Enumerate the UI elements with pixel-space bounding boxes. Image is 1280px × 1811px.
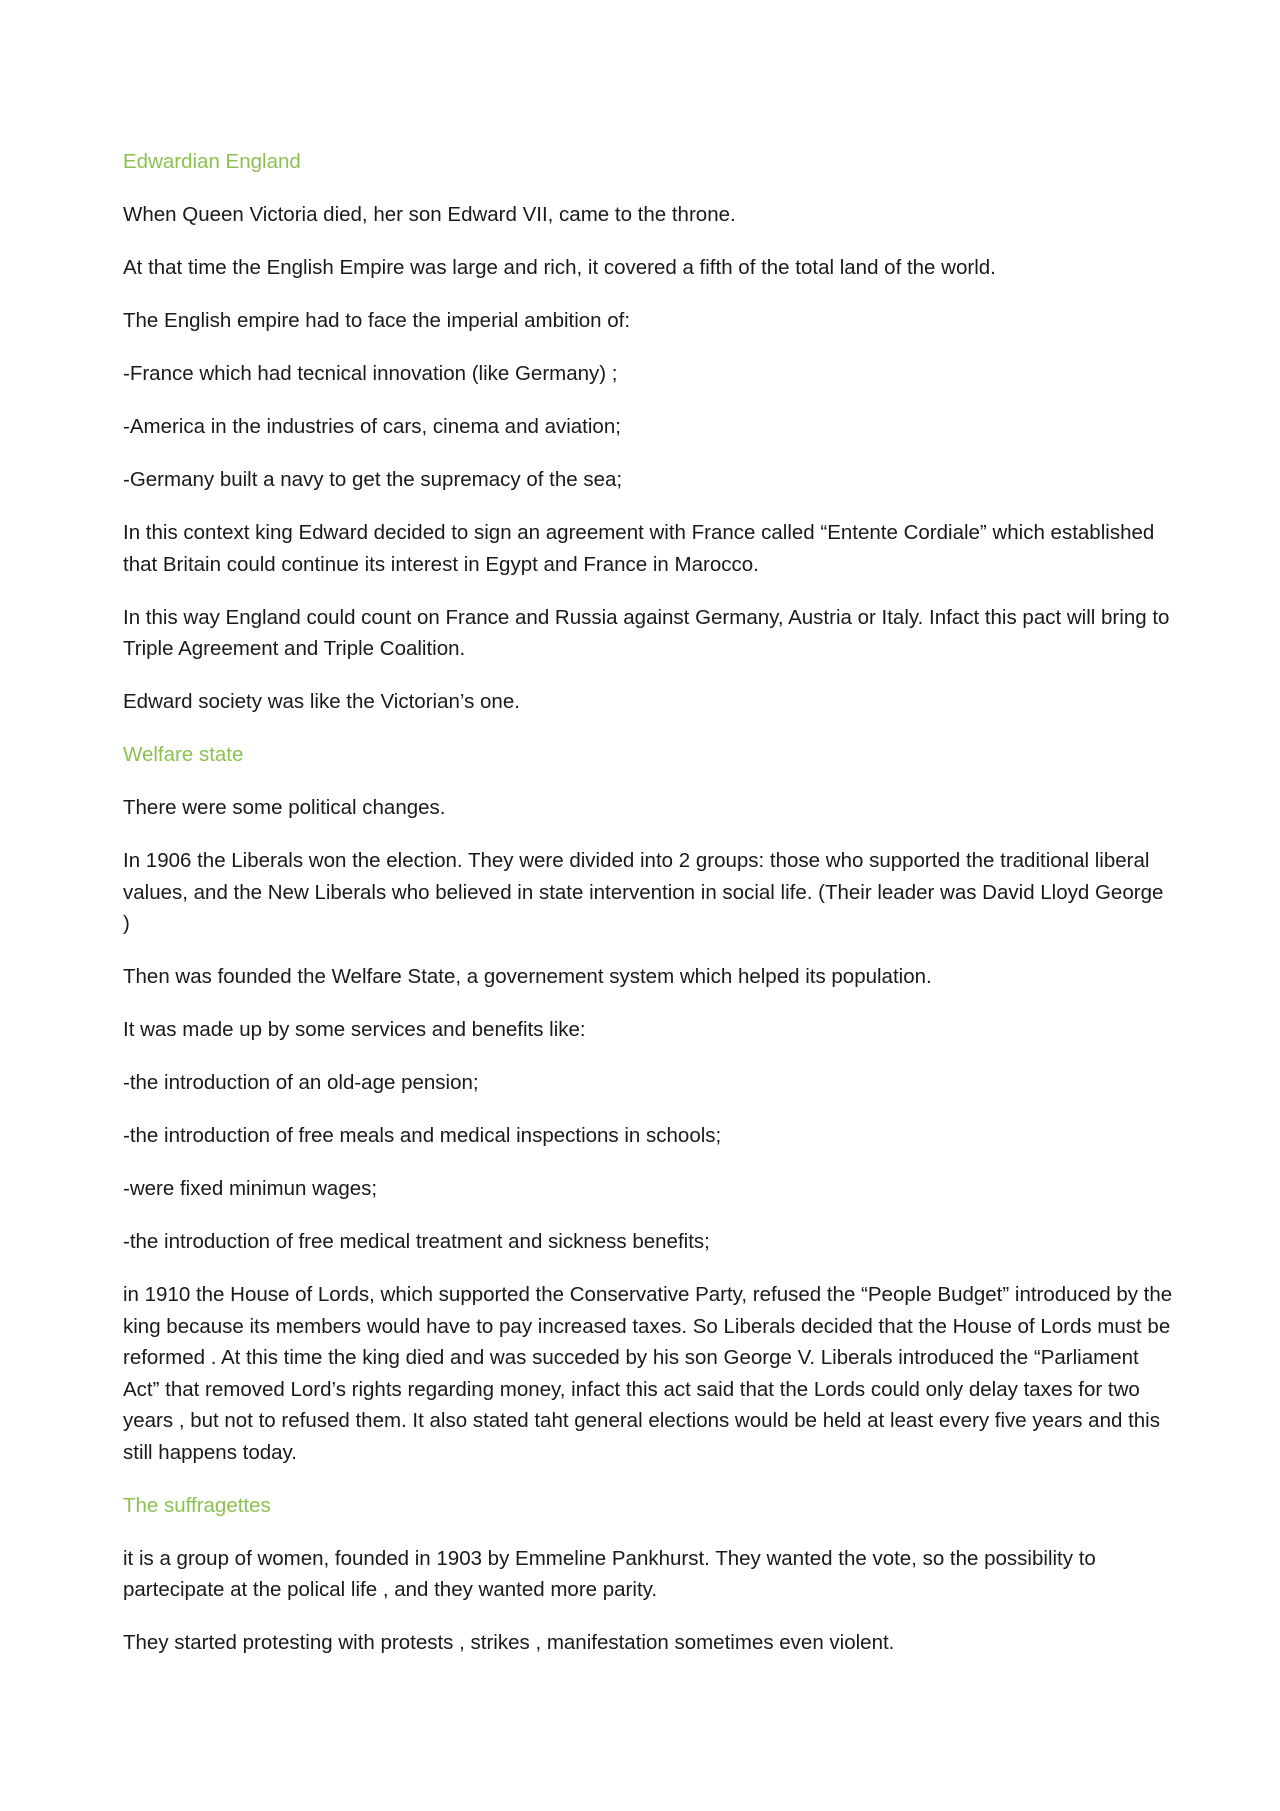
list-item: -America in the industries of cars, cinema and aviation; <box>123 415 621 438</box>
section-heading-the-suffragettes: The suffragettes <box>123 1493 271 1517</box>
list-item: -the introduction of an old-age pension; <box>123 1071 479 1094</box>
paragraph: in 1910 the House of Lords, which supported the Conservative Party, refused the “People Budget” introduced by the king because its members would have to pay increased taxes. So Liberals decided that the House of Lords must be reformed . At this time the king died and was succeded by his son George V. Liberals introduced the “Parliament Act” that removed Lord’s rights regarding money, infact this act said that the Lords could only delay taxes for two years , but not to refused them. It also stated taht general elections would be held at least every five years and this still happens today. <box>123 1283 1173 1464</box>
list-item: -France which had tecnical innovation (like Germany) ; <box>123 362 618 385</box>
paragraph: In 1906 the Liberals won the election. They were divided into 2 groups: those who supported the traditional liberal values, and the New Liberals who believed in state intervention in social life. (Their leader was David Lloyd George ) <box>123 849 1164 935</box>
paragraph: They started protesting with protests , strikes , manifestation sometimes even violent. <box>123 1631 895 1654</box>
paragraph: Edward society was like the Victorian’s one. <box>123 690 520 713</box>
list-item: -were fixed minimun wages; <box>123 1177 378 1200</box>
list-item: -the introduction of free meals and medical inspections in schools; <box>123 1124 722 1147</box>
paragraph: The English empire had to face the imperial ambition of: <box>123 309 631 332</box>
section-heading-welfare-state: Welfare state <box>123 743 244 766</box>
paragraph: In this way England could count on France and Russia against Germany, Austria or Italy. Infact this pact will bring to Triple Agreement and Triple Coalition. <box>123 605 1170 660</box>
section-heading-edwardian-england: Edwardian England <box>123 150 301 173</box>
list-item: -Germany built a navy to get the supremacy of the sea; <box>123 468 623 491</box>
paragraph: Then was founded the Welfare State, a governement system which helped its population. <box>123 965 932 988</box>
paragraph: In this context king Edward decided to sign an agreement with France called “Entente Cordiale” which established that Britain could continue its interest in Egypt and France in Marocco. <box>123 521 1155 576</box>
paragraph: At that time the English Empire was large and rich, it covered a fifth of the total land of the world. <box>123 256 996 279</box>
document-body <box>123 146 1173 1680</box>
paragraph: There were some political changes. <box>123 796 446 819</box>
list-item: -the introduction of free medical treatment and sickness benefits; <box>123 1230 710 1253</box>
paragraph: It was made up by some services and benefits like: <box>123 1018 586 1041</box>
paragraph: When Queen Victoria died, her son Edward VII, came to the throne. <box>123 203 736 226</box>
paragraph: it is a group of women, founded in 1903 by Emmeline Pankhurst. They wanted the vote, so the possibility to partecipate at the polical life , and they wanted more parity. <box>123 1546 1096 1601</box>
